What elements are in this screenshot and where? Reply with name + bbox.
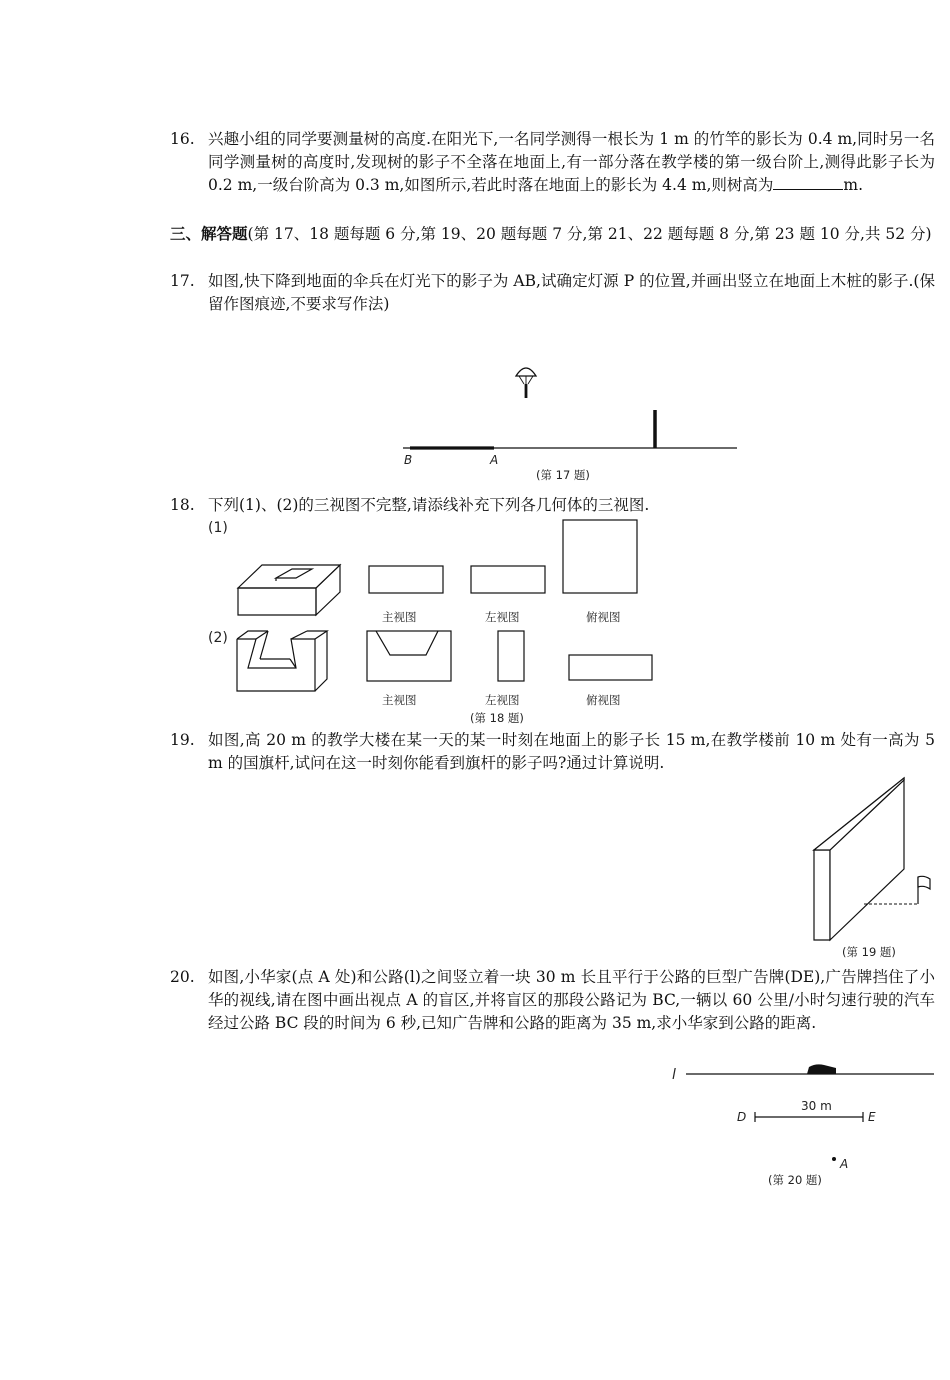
question-number: 17.	[170, 272, 195, 290]
question-16	[170, 128, 935, 197]
figure-19	[808, 775, 938, 945]
car-icon	[807, 1064, 836, 1074]
label-a: A	[840, 1157, 849, 1171]
question-number: 20.	[170, 968, 195, 986]
question-number: 16.	[170, 130, 195, 148]
question-17	[170, 270, 935, 316]
figure-caption: (第 18 题)	[470, 711, 524, 725]
figure-caption: (第 20 题)	[768, 1173, 822, 1187]
view-2-top	[569, 655, 652, 680]
figure-20	[668, 1060, 938, 1180]
label-b: B	[404, 453, 413, 467]
section-header	[170, 222, 935, 246]
flagpole-icon	[918, 876, 930, 904]
view-1-left	[471, 566, 545, 593]
view-label: 俯视图	[586, 693, 621, 707]
label-e: E	[868, 1110, 876, 1124]
question-20	[170, 966, 935, 1035]
view-label: 主视图	[382, 610, 417, 624]
question-18	[170, 494, 935, 517]
view-label: 左视图	[485, 610, 520, 624]
part-2-label: (2)	[208, 630, 228, 646]
question-text: 下列(1)、(2)的三视图不完整,请添线补充下列各几何体的三视图.	[208, 496, 650, 514]
figure-caption: (第 17 题)	[536, 468, 590, 482]
view-label: 俯视图	[586, 610, 621, 624]
figure-caption: (第 19 题)	[842, 945, 896, 959]
figure-18	[230, 515, 660, 700]
solid-2-block	[237, 631, 327, 691]
view-label: 主视图	[382, 693, 417, 707]
school-building	[814, 778, 904, 940]
section-title: 三、解答题	[170, 224, 248, 243]
solid-1-box	[238, 565, 340, 615]
question-number: 19.	[170, 731, 195, 749]
part-1-label: (1)	[208, 520, 228, 536]
view-2-front	[367, 631, 451, 681]
view-1-top	[563, 520, 637, 593]
view-label: 左视图	[485, 693, 520, 707]
question-text: 兴趣小组的同学要测量树的高度.在阳光下,一名同学测得一根长为 1 m 的竹竿的影长为 0.4 m,同时另一名同学测量树的高度时,发现树的影子不全落在地面上,有一部分落在教学楼的第一级台阶上,测得此影子长为 0.2 m,一级台阶高为 0.3 m,如图所示,若此时落在地面上的影长为 4.4 m,则树高为 m.	[208, 130, 935, 194]
section-note: (第 17、18 题每题 6 分,第 19、20 题每题 7 分,第 21、22 题每题 8 分,第 23 题 10 分,共 52 分)	[247, 225, 932, 243]
length-label: 30 m	[801, 1099, 832, 1113]
question-text: 如图,高 20 m 的教学大楼在某一天的某一时刻在地面上的影子长 15 m,在教学楼前 10 m 处有一高为 5 m 的国旗杆,试问在这一时刻你能看到旗杆的影子吗?通过计算说明.	[208, 731, 935, 772]
label-d: D	[737, 1110, 747, 1124]
figure-17	[395, 355, 745, 465]
answer-blank[interactable]	[773, 175, 843, 190]
question-19	[170, 729, 935, 775]
view-1-front	[369, 566, 443, 593]
billboard-de	[755, 1112, 863, 1122]
parachutist-icon	[516, 368, 536, 398]
label-l: l	[672, 1067, 676, 1083]
question-number: 18.	[170, 496, 195, 514]
question-text: 如图,快下降到地面的伞兵在灯光下的影子为 AB,试确定灯源 P 的位置,并画出竖立在地面上木桩的影子.(保留作图痕迹,不要求写作法)	[208, 272, 935, 313]
view-2-left	[498, 631, 524, 681]
label-a: A	[490, 453, 499, 467]
point-a	[832, 1157, 836, 1161]
question-text: 如图,小华家(点 A 处)和公路(l)之间竖立着一块 30 m 长且平行于公路的巨型广告牌(DE),广告牌挡住了小华的视线,请在图中画出视点 A 的盲区,并将盲区的那段公路记为 BC,一辆以 60 公里/小时匀速行驶的汽车经过公路 BC 段的时间为 6 秒,已知广告牌和公路的距离为 35 m,求小华家到公路的距离.	[208, 968, 935, 1032]
